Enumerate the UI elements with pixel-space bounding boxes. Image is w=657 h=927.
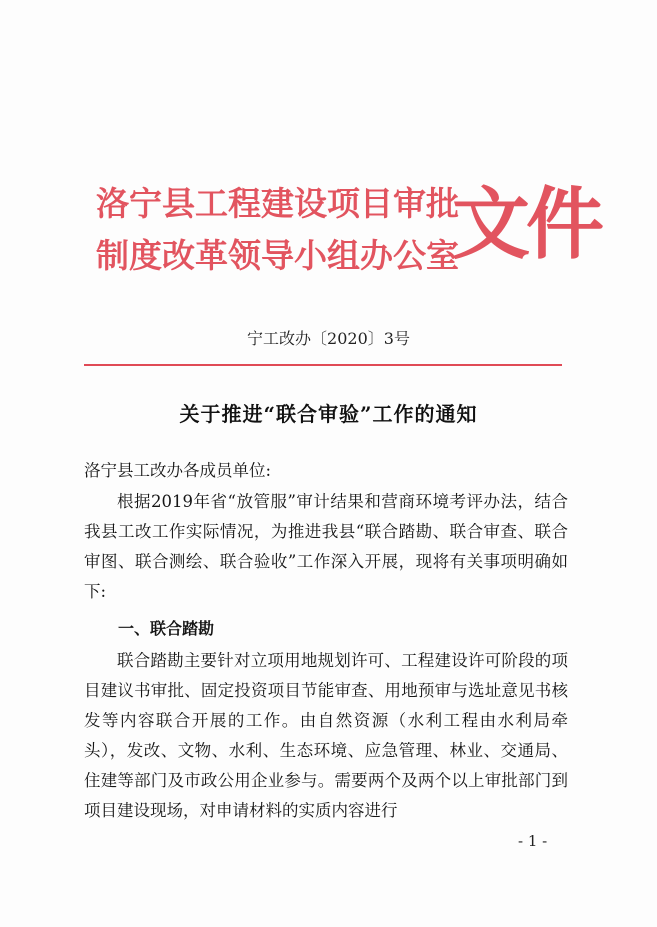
document-number: 宁工改办〔2020〕3号 <box>247 329 410 348</box>
issuing-organization <box>96 178 459 282</box>
document-type-label: 文件 <box>452 180 601 270</box>
section-heading: 一、联合踏勘 <box>118 619 215 638</box>
page-number: - 1 - <box>518 832 548 850</box>
salutation: 洛宁县工改办各成员单位: <box>84 461 272 480</box>
section-body-paragraph: 联合踏勘主要针对立项用地规划许可、工程建设许可阶段的项目建议书审批、固定投资项目节能审查、用地预审与选址意见书核发等内容联合开展的工作。由自然资源（水利工程由水利局牵头），发改、文物、水利、生态环境、应急管理、林业、交通局、住建等部门及市政公用企业参与。需要两个及两个以上审批部门到项目建设现场，对申请材料的实质内容进行 <box>84 651 568 820</box>
red-divider-line <box>84 364 562 366</box>
org-name-line-1: 洛宁县工程建设项目审批 <box>96 184 459 223</box>
intro-paragraph: 根据2019年省“放管服”审计结果和营商环境考评办法，结合我县工改工作实际情况，为推进我县“联合踏勘、联合审查、联合审图、联合测绘、联合验收”工作深入开展，现将有关事项明确如下: <box>84 492 568 601</box>
org-name-line-2: 制度改革领导小组办公室 <box>96 236 459 275</box>
document-title: 关于推进“联合审验”工作的通知 <box>179 402 478 426</box>
